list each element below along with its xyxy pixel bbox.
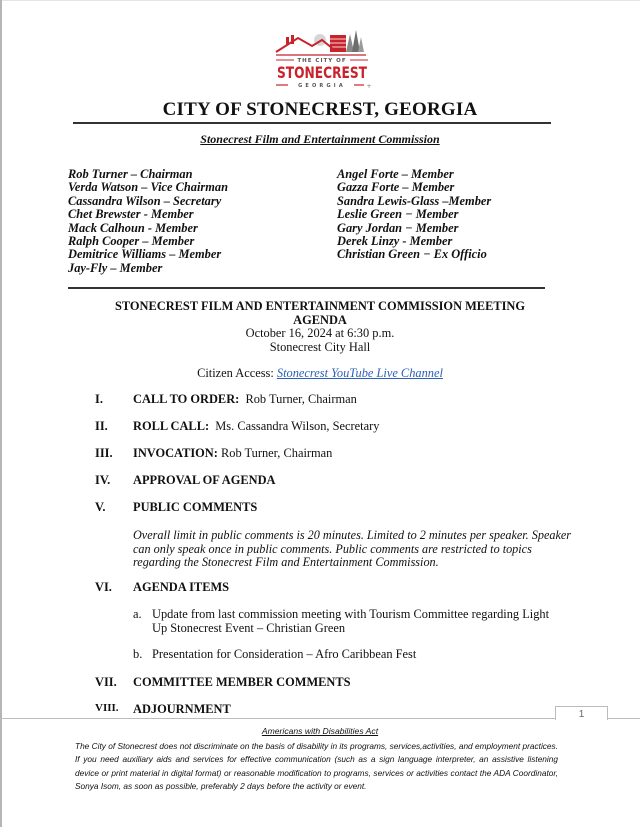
svg-text:STONECREST: STONECREST <box>277 63 368 82</box>
roster-member: Leslie Green − Member <box>337 207 459 222</box>
logo-graphic <box>272 28 372 90</box>
stonecrest-logo <box>272 28 372 90</box>
ada-title: Americans with Disabilities Act <box>261 726 379 736</box>
sub-item-letter: a. <box>133 607 142 621</box>
page-left-edge <box>0 0 2 827</box>
roster-member: Rob Turner – Chairman <box>68 167 193 181</box>
agenda-item-detail: Rob Turner, Chairman <box>239 392 357 406</box>
youtube-live-channel-link[interactable]: Stonecrest YouTube Live Channel <box>276 366 443 380</box>
agenda-item-label: ADJOURNMENT <box>133 702 231 716</box>
meeting-heading: STONECREST FILM AND ENTERTAINMENT COMMISSION MEETING <box>114 299 526 313</box>
meeting-location: Stonecrest City Hall <box>269 339 371 354</box>
public-comments-note: Overall limit in public comments is 20 minutes. Limited to 2 minutes per speaker. Speaker can only speak once in public comments. Public comments are restricted to topics regarding the Stonecrest Film and Entertainment Commission. <box>133 528 572 570</box>
city-title: CITY OF STONECREST, GEORGIA <box>162 99 478 120</box>
page-top-edge <box>0 0 640 1</box>
agenda-item-label: APPROVAL OF AGENDA <box>133 473 276 487</box>
agenda-item-label: CALL TO ORDER: <box>133 392 240 406</box>
agenda-item-number: VII. <box>95 675 117 689</box>
roster-left-column <box>68 168 228 275</box>
citizen-access-label: Citizen Access: <box>197 366 277 380</box>
agenda-item-number: VIII. <box>95 702 119 714</box>
agenda-item-detail: Ms. Cassandra Wilson, Secretary <box>209 419 380 433</box>
roster-member: Sandra Lewis-Glass –Member <box>337 193 492 208</box>
roster-divider <box>68 287 545 289</box>
footer-divider <box>0 718 555 719</box>
agenda-item-label: COMMITTEE MEMBER COMMENTS <box>133 675 351 689</box>
roster-member: Angel Forte – Member <box>337 167 454 181</box>
header-divider <box>73 122 551 124</box>
agenda-item-number: V. <box>95 500 106 514</box>
roster-right-column <box>337 168 491 262</box>
roster-member: Cassandra Wilson – Secretary <box>68 193 222 208</box>
roster-member: Demitrice Williams – Member <box>68 247 222 262</box>
ada-notice: The City of Stonecrest does not discriminate on the basis of disability in its programs, services,activities, and employment practices. If you need auxiliary aids and services for effective communication (such as a sign language interpreter, an assistive listening device or print material in digital format) or reasonable modification to programs, services or activities contact the ADA Coordinator, Sonya Isom, as soon as possible, preferably 2 days before the activity or event. <box>75 741 558 791</box>
sub-item-letter: b. <box>133 647 143 661</box>
agenda-item-label: AGENDA ITEMS <box>133 580 230 594</box>
svg-text:GEORGIA: GEORGIA <box>298 83 346 89</box>
agenda-item-number: III. <box>95 446 113 460</box>
agenda-heading: AGENDA <box>293 312 347 327</box>
roster-member: Gazza Forte – Member <box>337 180 455 195</box>
meeting-datetime: October 16, 2024 at 6:30 p.m. <box>245 326 395 340</box>
svg-text:THE CITY OF: THE CITY OF <box>297 58 347 64</box>
roster-member: Chet Brewster - Member <box>68 207 194 222</box>
roster-member: Christian Green − Ex Officio <box>337 247 487 262</box>
agenda-item-label: INVOCATION: <box>133 446 218 460</box>
roster-member: Jay-Fly – Member <box>68 260 163 275</box>
citizen-access <box>0 366 640 381</box>
agenda-item-number: IV. <box>95 473 111 487</box>
agenda-item-detail: Rob Turner, Chairman <box>217 446 333 460</box>
agenda-item-label: ROLL CALL: <box>133 419 210 433</box>
roster-member: Verda Watson – Vice Chairman <box>68 180 228 195</box>
agenda-item-number: II. <box>95 419 108 433</box>
agenda-item-label: PUBLIC COMMENTS <box>133 500 258 514</box>
sub-item-text: Presentation for Consideration – Afro Caribbean Fest <box>152 647 417 661</box>
agenda-item-number: I. <box>95 392 103 406</box>
agenda-item-number: VI. <box>95 580 112 594</box>
meeting-info <box>0 300 640 354</box>
roster-member: Gary Jordan − Member <box>337 220 459 235</box>
roster-member: Ralph Cooper – Member <box>68 234 195 249</box>
footer-divider <box>606 718 640 719</box>
sub-item-text: Update from last commission meeting with Tourism Committee regarding Light Up Stonecrest Event – Christian Green <box>152 607 550 635</box>
svg-text:+: + <box>366 83 372 90</box>
roster-member: Mack Calhoun - Member <box>68 220 198 235</box>
roster-member: Derek Linzy - Member <box>337 234 453 249</box>
page-number: 1 <box>555 706 608 720</box>
commission-subtitle: Stonecrest Film and Entertainment Commission <box>200 132 440 146</box>
